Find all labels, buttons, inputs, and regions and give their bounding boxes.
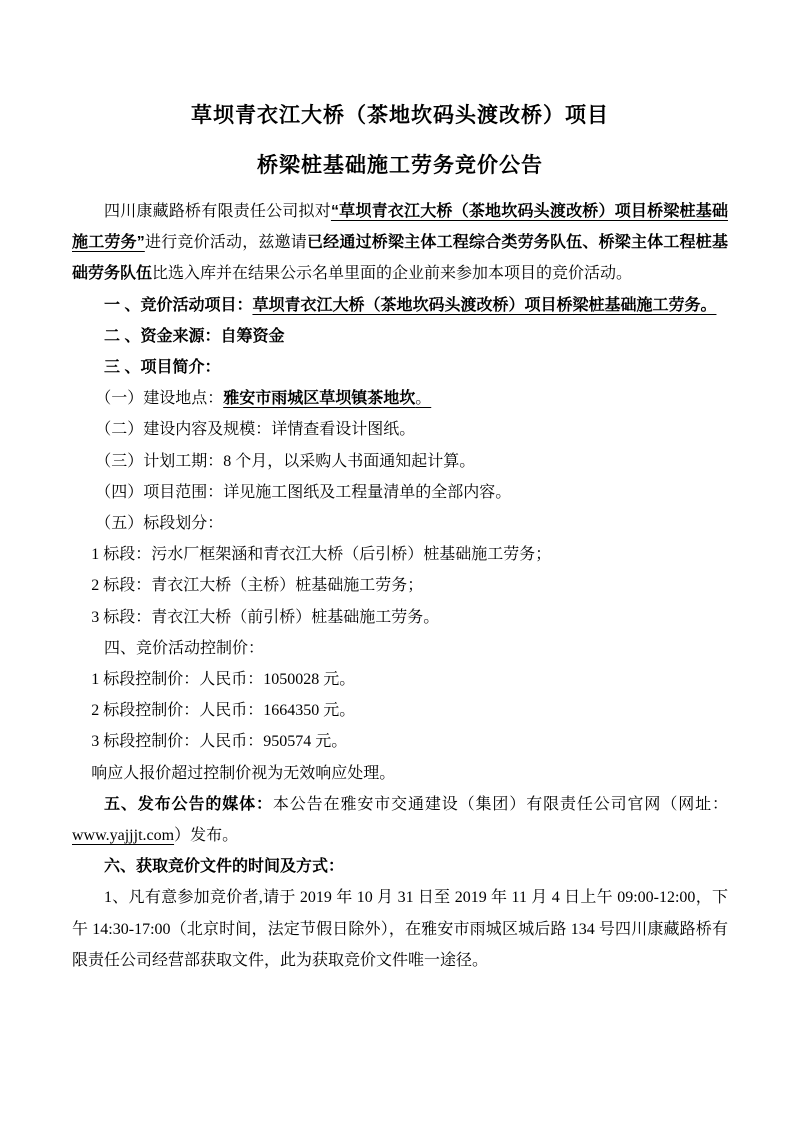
- lot-2-control-price: 2 标段控制价：人民币：1664350 元。: [91, 702, 356, 720]
- doc-title-line-2: 桥梁桩基础施工劳务竞价公告: [257, 153, 543, 177]
- intro-lead-text: 四川康藏路桥有限责任公司拟对: [104, 203, 331, 220]
- intro-paragraph: [72, 196, 728, 290]
- construction-site-value: 雅安市雨城区草坝镇茶地坎: [223, 390, 416, 408]
- section-4-heading: 四、竞价活动控制价：: [104, 639, 265, 657]
- lot-2-item: 2 标段：青衣江大桥（主桥）桩基础施工劳务；: [91, 577, 424, 595]
- section-2-label: 二 、资金来源：: [104, 327, 221, 345]
- project-scope-paragraph: （四）项目范围：详见施工图纸及工程量清单的全部内容。: [95, 483, 512, 501]
- document-acquisition-paragraph: 1、凡有意参加竞价者,请于 2019 年 10 月 31 日至 2019 年 11 月 4 日上午 09:00-12:00，下午 14:30-17:00（北京时间，法定节假日除外），在雅安市雨城区城后路 134 号四川康藏路桥有限责任公司经营部获取文件，此为获取竞价文件唯一途径。: [72, 889, 728, 969]
- lot-1-item: 1 标段：污水厂框架涵和青衣江大桥（后引桥）桩基础施工劳务；: [91, 546, 552, 564]
- section-1-paragraph: [72, 290, 728, 321]
- document-body: [72, 196, 728, 976]
- doc-title-line-1: 草坝青衣江大桥（茶地坎码头渡改桥）项目: [191, 103, 609, 127]
- lot-division-heading: （五）标段划分：: [95, 515, 224, 533]
- section-1-project-name: 草坝青衣江大桥（茶地坎码头渡改桥）项目桥梁桩基础施工劳务。: [252, 296, 717, 314]
- publish-media-suffix: ）发布。: [174, 827, 239, 845]
- lot-3-item: 3 标段：青衣江大桥（前引桥）桩基础施工劳务。: [91, 608, 440, 626]
- construction-period-paragraph: （三）计划工期：8 个月，以采购人书面通知起计算。: [95, 452, 476, 470]
- intro-qualified-teams: 已经通过桥梁主体工程综合类劳务队伍、桥梁主体工程桩基础劳务队伍: [72, 234, 728, 283]
- intro-mid-text: 进行竞价活动，兹邀请: [144, 234, 307, 252]
- website-url[interactable]: www.yajjjt.com: [72, 827, 175, 845]
- lot-1-control-price: 1 标段控制价：人民币：1050028 元。: [91, 671, 356, 689]
- section-3-label: 三 、项目简介：: [104, 359, 221, 377]
- section-5-paragraph: [72, 789, 728, 851]
- control-price-note: 响应人报价超过控制价视为无效响应处理。: [91, 764, 396, 782]
- section-6-heading: [72, 851, 728, 882]
- intro-tail-text: 比选入库并在结果公示名单里面的企业前来参加本项目的竞价活动。: [152, 265, 633, 283]
- lot-3-control-price: 3 标段控制价：人民币：950574 元。: [91, 733, 348, 751]
- construction-site-label: （一）建设地点：: [95, 390, 224, 408]
- intro-project-name: “草坝青衣江大桥（茶地坎码头渡改桥）项目桥梁桩基础施工劳务”: [72, 203, 728, 252]
- publish-media-text: 本公告在雅安市交通建设（集团）有限责任公司官网（网址：: [272, 795, 728, 813]
- section-5-label: 五、发布公告的媒体：: [104, 795, 273, 813]
- construction-site-period: 。: [415, 390, 432, 408]
- section-2-funding-source: 自筹资金: [220, 327, 285, 345]
- section-6-label: 六、获取竞价文件的时间及方式：: [104, 858, 345, 876]
- section-2-paragraph: [72, 321, 728, 352]
- construction-site-paragraph: [72, 383, 728, 414]
- section-1-label: 一 、竞价活动项目：: [104, 296, 253, 314]
- section-3-heading: [72, 352, 728, 383]
- construction-scale-paragraph: （二）建设内容及规模：详情查看设计图纸。: [95, 421, 416, 439]
